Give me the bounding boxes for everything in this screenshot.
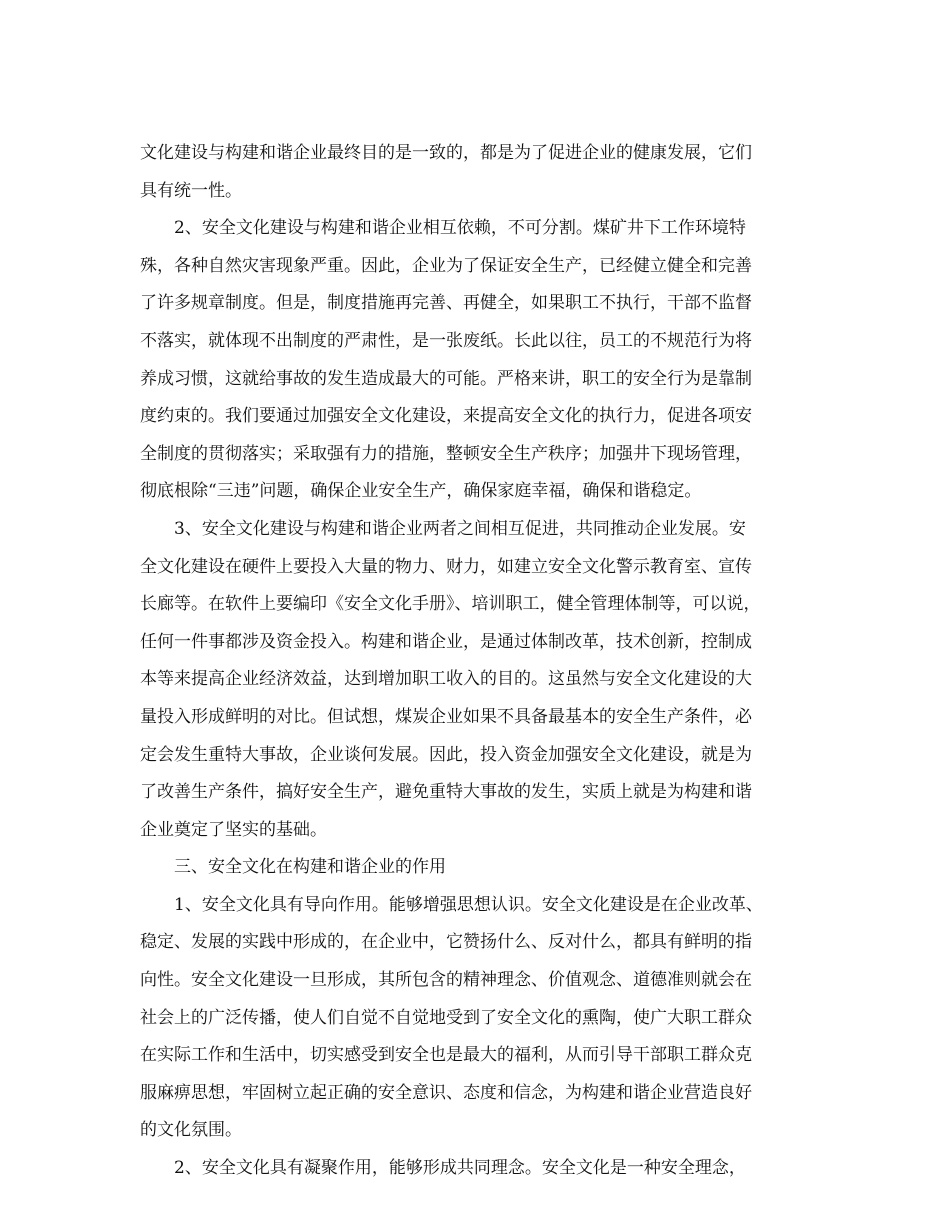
section-heading: 三、安全文化在构建和谐企业的作用: [174, 857, 446, 878]
text-line: 稳定、发展的实践中形成的，在企业中，它赞扬什么、反对什么，都具有鲜明的指: [140, 932, 752, 953]
text-line: 企业奠定了坚实的基础。: [140, 819, 327, 840]
text-line: 本等来提高企业经济效益，达到增加职工收入的目的。这虽然与安全文化建设的大: [140, 669, 752, 690]
text-line: 具有统一性。: [140, 180, 242, 201]
text-line: 彻底根除“三违”问题，确保企业安全生产，确保家庭幸福，确保和谐稳定。: [140, 481, 702, 502]
text-line: 任何一件事都涉及资金投入。构建和谐企业，是通过体制改革，技术创新，控制成: [140, 631, 752, 652]
document-body: [140, 135, 820, 1188]
paragraph-first-line: 2、安全文化建设与构建和谐企业相互依赖，不可分割。煤矿井下工作环境特: [174, 218, 746, 239]
text-line: 不落实，就体现不出制度的严肃性，是一张废纸。长此以往，员工的不规范行为将: [140, 330, 752, 351]
paragraph-first-line: 1、安全文化具有导向作用。能够增强思想认识。安全文化建设是在企业改革、: [174, 894, 763, 915]
text-line: 在实际工作和生活中，切实感受到安全也是最大的福利，从而引导干部职工群众克: [140, 1045, 752, 1066]
paragraph-first-line: 3、安全文化建设与构建和谐企业两者之间相互促进，共同推动企业发展。安: [174, 518, 746, 539]
paragraph-first-line: 2、安全文化具有凝聚作用，能够形成共同理念。安全文化是一种安全理念，: [174, 1158, 746, 1179]
text-line: 的文化氛围。: [140, 1120, 242, 1141]
text-line: 长廊等。在软件上要编印《安全文化手册》、培训职工，健全管理体制等，可以说，: [140, 594, 761, 615]
text-line: 了改善生产条件，搞好安全生产，避免重特大事故的发生，实质上就是为构建和谐: [140, 782, 752, 803]
text-line: 服麻痹思想，牢固树立起正确的安全意识、态度和信念，为构建和谐企业营造良好: [140, 1082, 752, 1103]
text-line: 全文化建设在硬件上要投入大量的物力、财力，如建立安全文化警示教育室、宣传: [140, 556, 752, 577]
text-line: 养成习惯，这就给事故的发生造成最大的可能。严格来讲，职工的安全行为是靠制: [140, 368, 752, 389]
text-line: 定会发生重特大事故，企业谈何发展。因此，投入资金加强安全文化建设，就是为: [140, 744, 752, 765]
text-line: 向性。安全文化建设一旦形成，其所包含的精神理念、价值观念、道德准则就会在: [140, 970, 752, 991]
text-line: 量投入形成鲜明的对比。但试想，煤炭企业如果不具备最基本的安全生产条件，必: [140, 706, 752, 727]
text-line: 文化建设与构建和谐企业最终目的是一致的，都是为了促进企业的健康发展，它们: [140, 143, 752, 163]
text-line: 社会上的广泛传播，使人们自觉不自觉地受到了安全文化的熏陶，使广大职工群众: [140, 1007, 752, 1028]
text-line: 了许多规章制度。但是，制度措施再完善、再健全，如果职工不执行，干部不监督: [140, 293, 752, 314]
text-line: 全制度的贯彻落实；采取强有力的措施，整顿安全生产秩序；加强井下现场管理，: [140, 443, 752, 464]
text-line: 殊，各种自然灾害现象严重。因此，企业为了保证安全生产，已经健立健全和完善: [140, 255, 752, 276]
text-line: 度约束的。我们要通过加强安全文化建设，来提高安全文化的执行力，促进各项安: [140, 406, 752, 427]
